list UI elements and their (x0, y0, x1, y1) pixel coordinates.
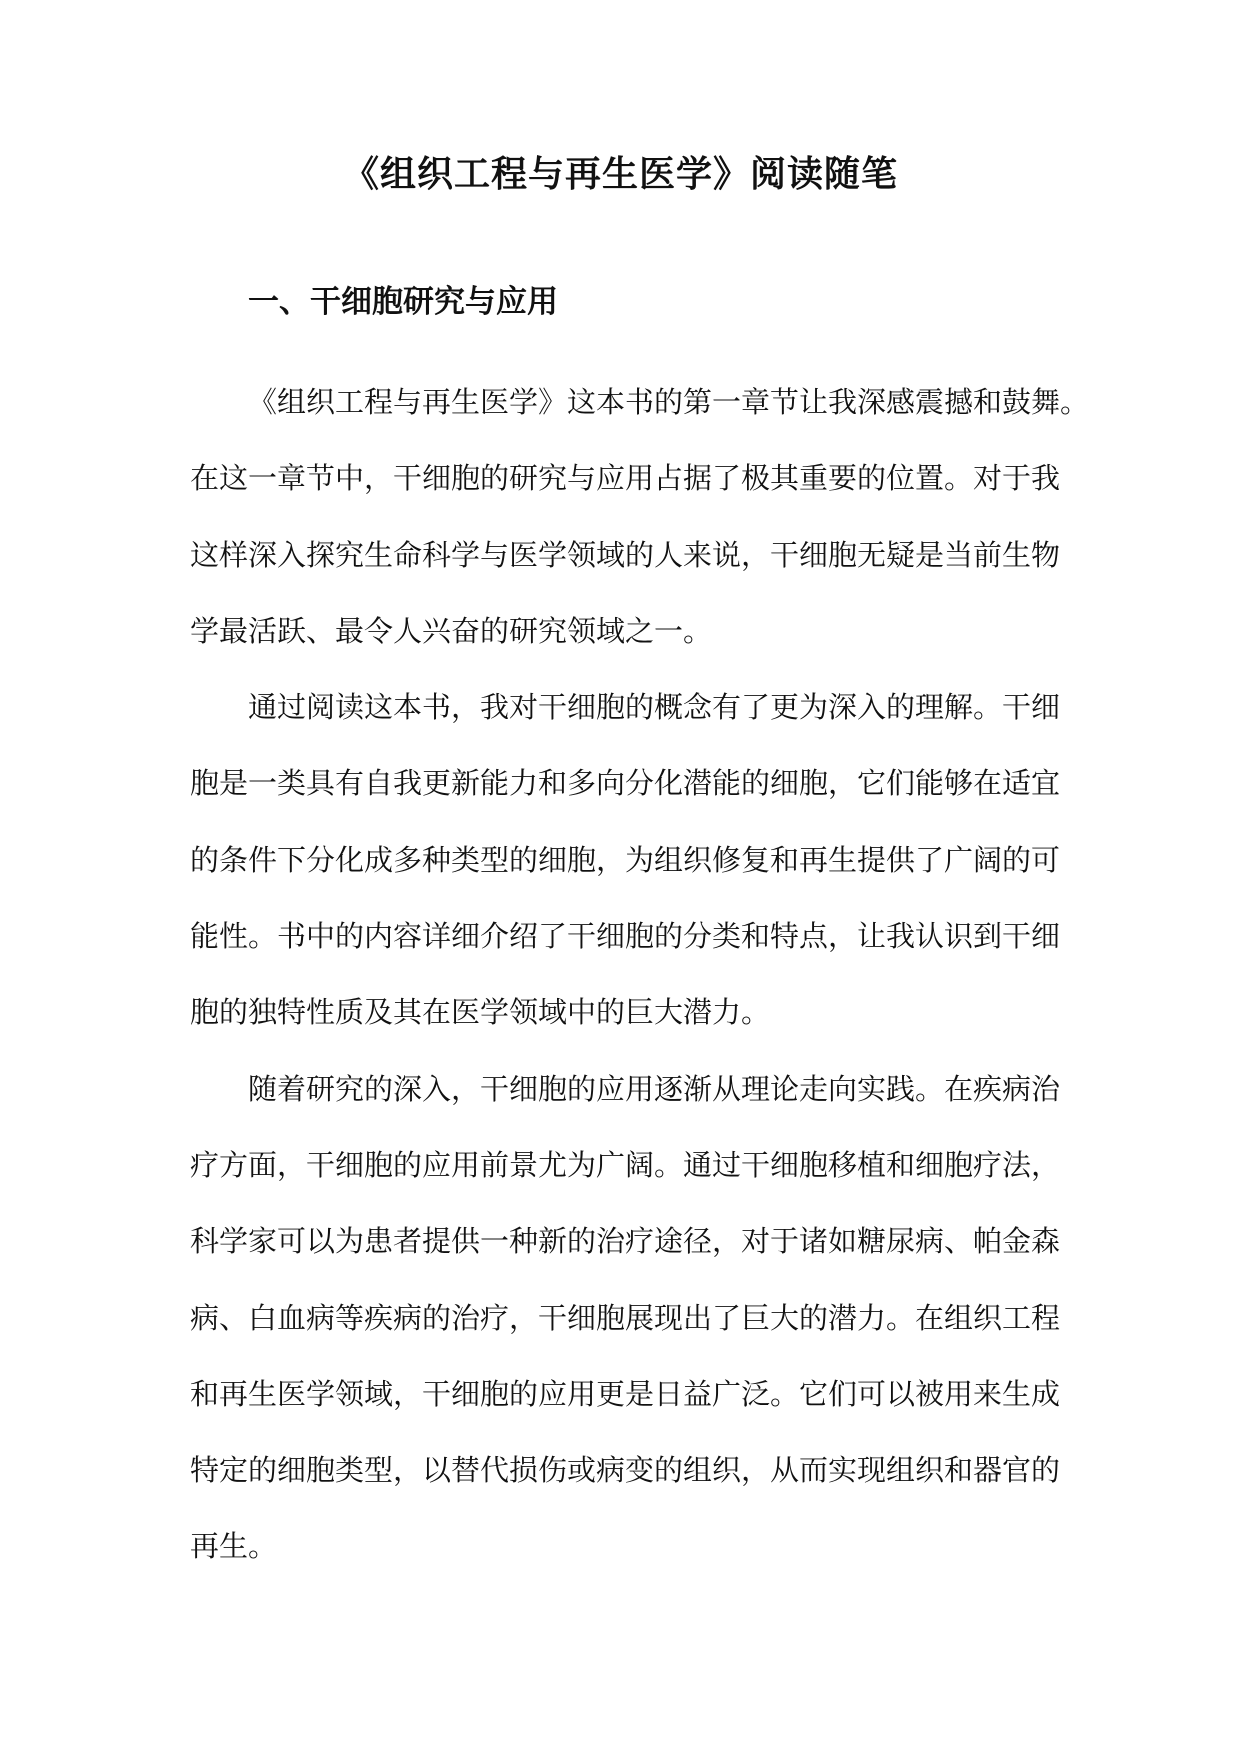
section-heading: 一、干细胞研究与应用 (248, 284, 558, 320)
body-line: 再生。 (190, 1529, 278, 1564)
body-line: 这样深入探究生命科学与医学领域的人来说，干细胞无疑是当前生物 (190, 537, 1061, 572)
body-line: 特定的细胞类型，以替代损伤或病变的组织，从而实现组织和器官的 (190, 1453, 1061, 1488)
body-line: 学最活跃、最令人兴奋的研究领域之一。 (190, 613, 713, 648)
body-text (190, 364, 1090, 1585)
body-line: 在这一章节中，干细胞的研究与应用占据了极其重要的位置。对于我 (190, 461, 1061, 496)
body-line: 科学家可以为患者提供一种新的治疗途径，对于诸如糖尿病、帕金森 (190, 1224, 1061, 1259)
body-line: 胞的独特性质及其在医学领域中的巨大潜力。 (190, 995, 771, 1030)
body-line: 通过阅读这本书，我对干细胞的概念有了更为深入的理解。干细 (248, 690, 1061, 725)
body-line: 的条件下分化成多种类型的细胞，为组织修复和再生提供了广阔的可 (190, 842, 1061, 877)
body-line: 随着研究的深入，干细胞的应用逐渐从理论走向实践。在疾病治 (248, 1071, 1061, 1106)
body-line: 和再生医学领域，干细胞的应用更是日益广泛。它们可以被用来生成 (190, 1376, 1061, 1411)
body-line: 疗方面，干细胞的应用前景尤为广阔。通过干细胞移植和细胞疗法， (190, 1147, 1061, 1182)
body-line: 胞是一类具有自我更新能力和多向分化潜能的细胞，它们能够在适宜 (190, 766, 1061, 801)
body-line: 能性。书中的内容详细介绍了干细胞的分类和特点，让我认识到干细 (190, 919, 1061, 954)
body-line: 《组织工程与再生医学》这本书的第一章节让我深感震撼和鼓舞。 (248, 385, 1090, 419)
body-line: 病、白血病等疾病的治疗，干细胞展现出了巨大的潜力。在组织工程 (190, 1300, 1061, 1335)
document-title: 《组织工程与再生医学》阅读随笔 (342, 154, 898, 195)
